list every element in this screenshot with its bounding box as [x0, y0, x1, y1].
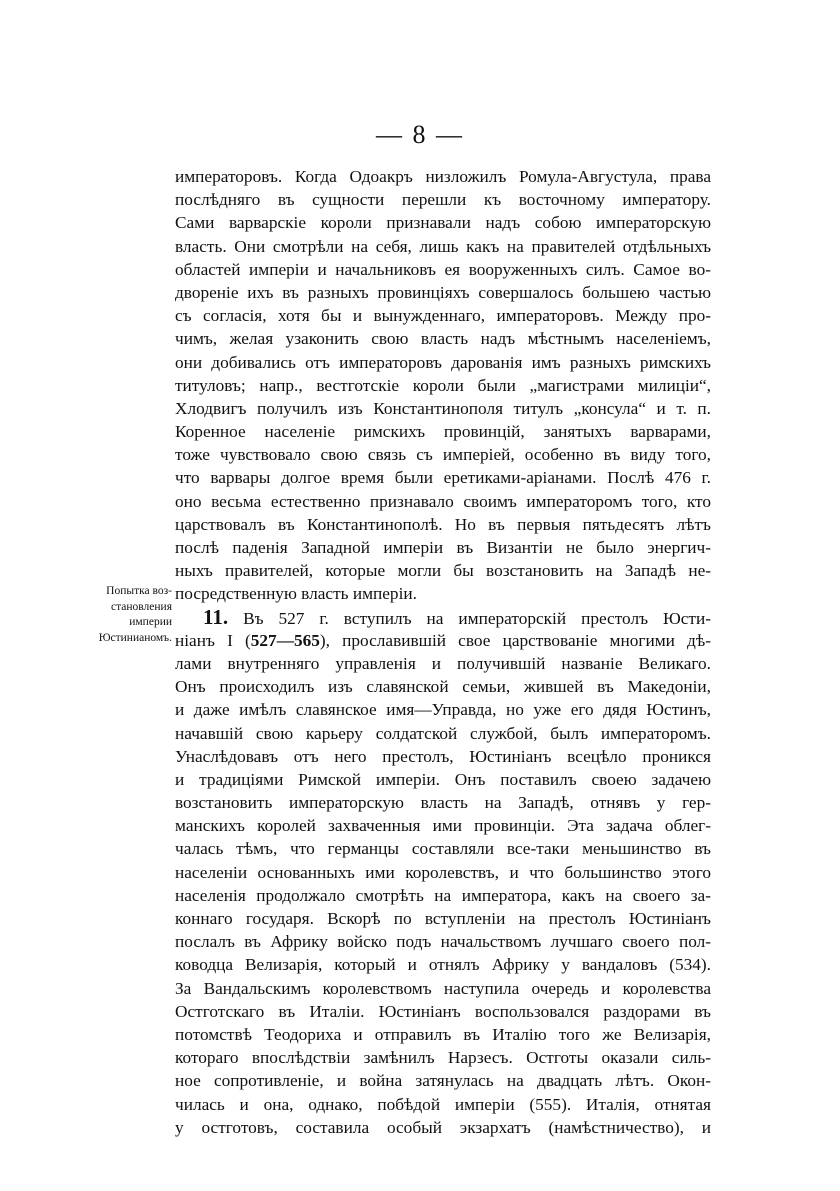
text-line: двореніе ихъ въ разныхъ провинціяхъ совершалось большею частью — [175, 282, 711, 302]
text-line: императоровъ. Когда Одоакръ низложилъ Ромула-Августула, права — [175, 167, 711, 186]
text-line: ное сопротивленіе, и война затянулась на двадцать лѣтъ. Окон- — [175, 1071, 711, 1091]
text-line: титуловъ; напр., вестготскіе короли были „магистрами милиціи“, — [175, 375, 711, 395]
margin-note-line: империи — [129, 616, 172, 628]
margin-note-line: Юстинианомъ. — [98, 631, 172, 644]
text-line: начавшій свою карьеру солдатской службой, былъ императоромъ. — [175, 723, 711, 743]
text-line: областей имперіи и начальниковъ ея вооруженныхъ силъ. Самое во- — [175, 259, 711, 279]
text-fragment: ніанъ I ( — [175, 630, 251, 650]
text-line: ководца Велизарія, который и отнялъ Африку у вандаловъ (534). — [175, 955, 711, 975]
text-line: чалась тѣмъ, что германцы составляли все-таки меньшинство въ — [175, 839, 711, 859]
page-number: — 8 — — [376, 120, 464, 149]
text-line: возстановить императорскую власть на Западѣ, отнявъ у гер- — [175, 793, 711, 813]
text-line: За Вандальскимъ королевствомъ наступила очередь и королевства — [175, 978, 711, 998]
text-line: лами внутренняго управленія и получившій названіе Великаго. — [175, 653, 711, 673]
text-line: ныхъ правителей, которые могли бы возстановить на Западѣ не- — [175, 561, 711, 581]
text-fragment: Въ 527 г. вступилъ на императорскій престолъ Юсти- — [228, 608, 711, 628]
text-line: они добивались отъ императоровъ дарованія имъ разныхъ римскихъ — [175, 352, 711, 372]
text-line: у остготовъ, составила особый экзархатъ (намѣстничество), и — [175, 1117, 711, 1137]
paragraph-11-first-line — [175, 606, 711, 629]
text-line: что варвары долгое время были еретиками-аріанами. Послѣ 476 г. — [175, 468, 711, 488]
text-fragment: ), прославившій свое царствованіе многими дѣ- — [319, 630, 711, 650]
text-line: манскихъ королей захваченныя ими провинціи. Эта задача облег- — [175, 816, 711, 836]
text-line: Онъ происходилъ изъ славянской семьи, жившей въ Македоніи, — [175, 677, 711, 697]
text-line: посредственную власть имперіи. — [175, 584, 417, 604]
body-text — [175, 165, 711, 1139]
text-line: Хлодвигъ получилъ изъ Константинополя титулъ „консула“ и т. п. — [175, 398, 711, 418]
text-line: населеніи основанныхъ ими королевствъ, и что большинство этого — [175, 862, 711, 882]
text-line: котораго впослѣдствіи замѣнилъ Нарзесъ. Остготы оказали силь- — [175, 1048, 711, 1068]
text-line: населенія продолжало смотрѣть на императора, какъ на своего за- — [175, 885, 711, 905]
text-line: власть. Они смотрѣли на себя, лишь какъ на правителей отдѣльныхъ — [175, 236, 711, 256]
text-line: чилась и она, однако, побѣдой имперіи (555). Италія, отнятая — [175, 1094, 711, 1114]
text-line: Унаслѣдовавъ отъ него престолъ, Юстиніанъ всецѣло проникся — [175, 746, 711, 766]
margin-note-line: Попытка воз- — [106, 585, 172, 597]
text-line: послѣдняго въ сущности перешли къ восточному императору. — [175, 190, 711, 210]
margin-note-line: становления — [111, 600, 172, 613]
reign-years: 527—565 — [250, 630, 320, 650]
margin-note — [80, 584, 172, 646]
text-line: чимъ, желая узаконить свою власть надъ мѣстнымъ населеніемъ, — [175, 329, 711, 349]
text-line: и даже имѣлъ славянское имя—Управда, но уже его дядя Юстинъ, — [175, 700, 711, 720]
paragraph-11-second-line — [175, 629, 711, 652]
text-line: коннаго государя. Вскорѣ по вступленіи на престолъ Юстиніанъ — [175, 909, 711, 928]
text-line: Коренное населеніе римскихъ провинцій, занятыхъ варварами, — [175, 422, 711, 442]
text-line: царствовалъ въ Константинополѣ. Но въ первыя пятьдесятъ лѣтъ — [175, 514, 711, 534]
text-line: послалъ въ Африку войско подъ начальствомъ лучшаго своего пол- — [175, 932, 711, 952]
text-line: Остготскаго въ Италіи. Юстиніанъ воспользовался раздорами въ — [175, 1001, 711, 1021]
text-line: потомствѣ Теодориха и отправилъ въ Италію того же Велизарія, — [175, 1024, 711, 1044]
text-line: тоже чувствовало свою связь съ имперіей, особенно въ виду того, — [175, 445, 711, 465]
text-line: и традиціями Римской имперіи. Онъ поставилъ своею задачею — [175, 769, 711, 789]
text-line: оно весьма естественно признавало своимъ императоромъ того, кто — [175, 491, 711, 511]
text-line: съ согласія, хотя бы и вынужденнаго, императоровъ. Между про- — [175, 306, 711, 326]
text-line: послѣ паденія Западной имперіи въ Византіи не было энергич- — [175, 538, 711, 557]
paragraph-number: 11. — [203, 605, 229, 629]
text-line: Сами варварскіе короли признавали надъ собою императорскую — [175, 213, 711, 233]
